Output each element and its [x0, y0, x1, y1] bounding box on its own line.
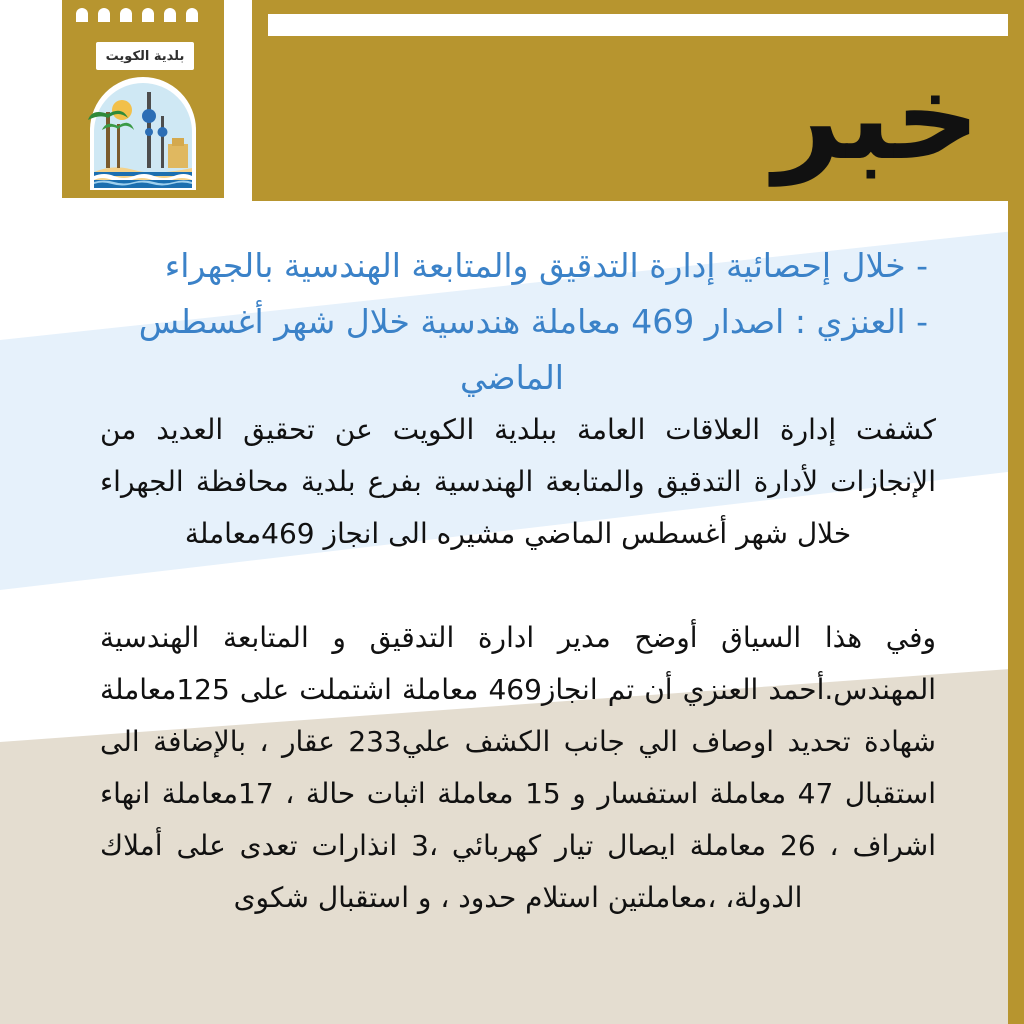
kuwait-municipality-logo	[62, 0, 224, 198]
headline-line: - العنزي : اصدار 469 معاملة هندسية خلال شهر أغسطس	[138, 302, 928, 341]
headline-block	[96, 238, 928, 406]
header-frame-gap	[268, 14, 1008, 36]
kuwait-towers-icon	[84, 72, 202, 192]
headline-line: الماضي	[460, 358, 564, 397]
article-paragraph: وفي هذا السياق أوضح مدير ادارة التدقيق و المتابعة الهندسية المهندس.أحمد العنزي أن تم انجاز469 معاملة اشتملت على 125معاملة شهادة تحديد اوصاف الي جانب الكشف علي233 عقار ، بالإضافة الى استقبال 47 معاملة استفسار و 15 معاملة اثبات حالة ، 17معاملة انهاء اشراف ، 26 معاملة ايصال تيار كهربائي ،3 انذارات تعدى على أملاك الدولة، ،معاملتين استلام حدود ، و استقبال شكوى	[100, 621, 937, 914]
battlement-icon	[62, 0, 224, 26]
page-title: خبر	[773, 48, 980, 186]
article-body	[100, 404, 936, 924]
logo-label: بلدية الكويت	[96, 42, 194, 70]
right-border	[1008, 36, 1024, 1024]
paragraph-spacer	[100, 560, 936, 612]
article-paragraph: كشفت إدارة العلاقات العامة ببلدية الكويت عن تحقيق العديد من الإنجازات لأدارة التدقيق والمتابعة الهندسية بفرع بلدية محافظة الجهراء خلال شهر أغسطس الماضي مشيره الى انجاز 469معاملة	[100, 413, 936, 550]
headline-line: - خلال إحصائية إدارة التدقيق والمتابعة الهندسية بالجهراء	[164, 246, 928, 285]
